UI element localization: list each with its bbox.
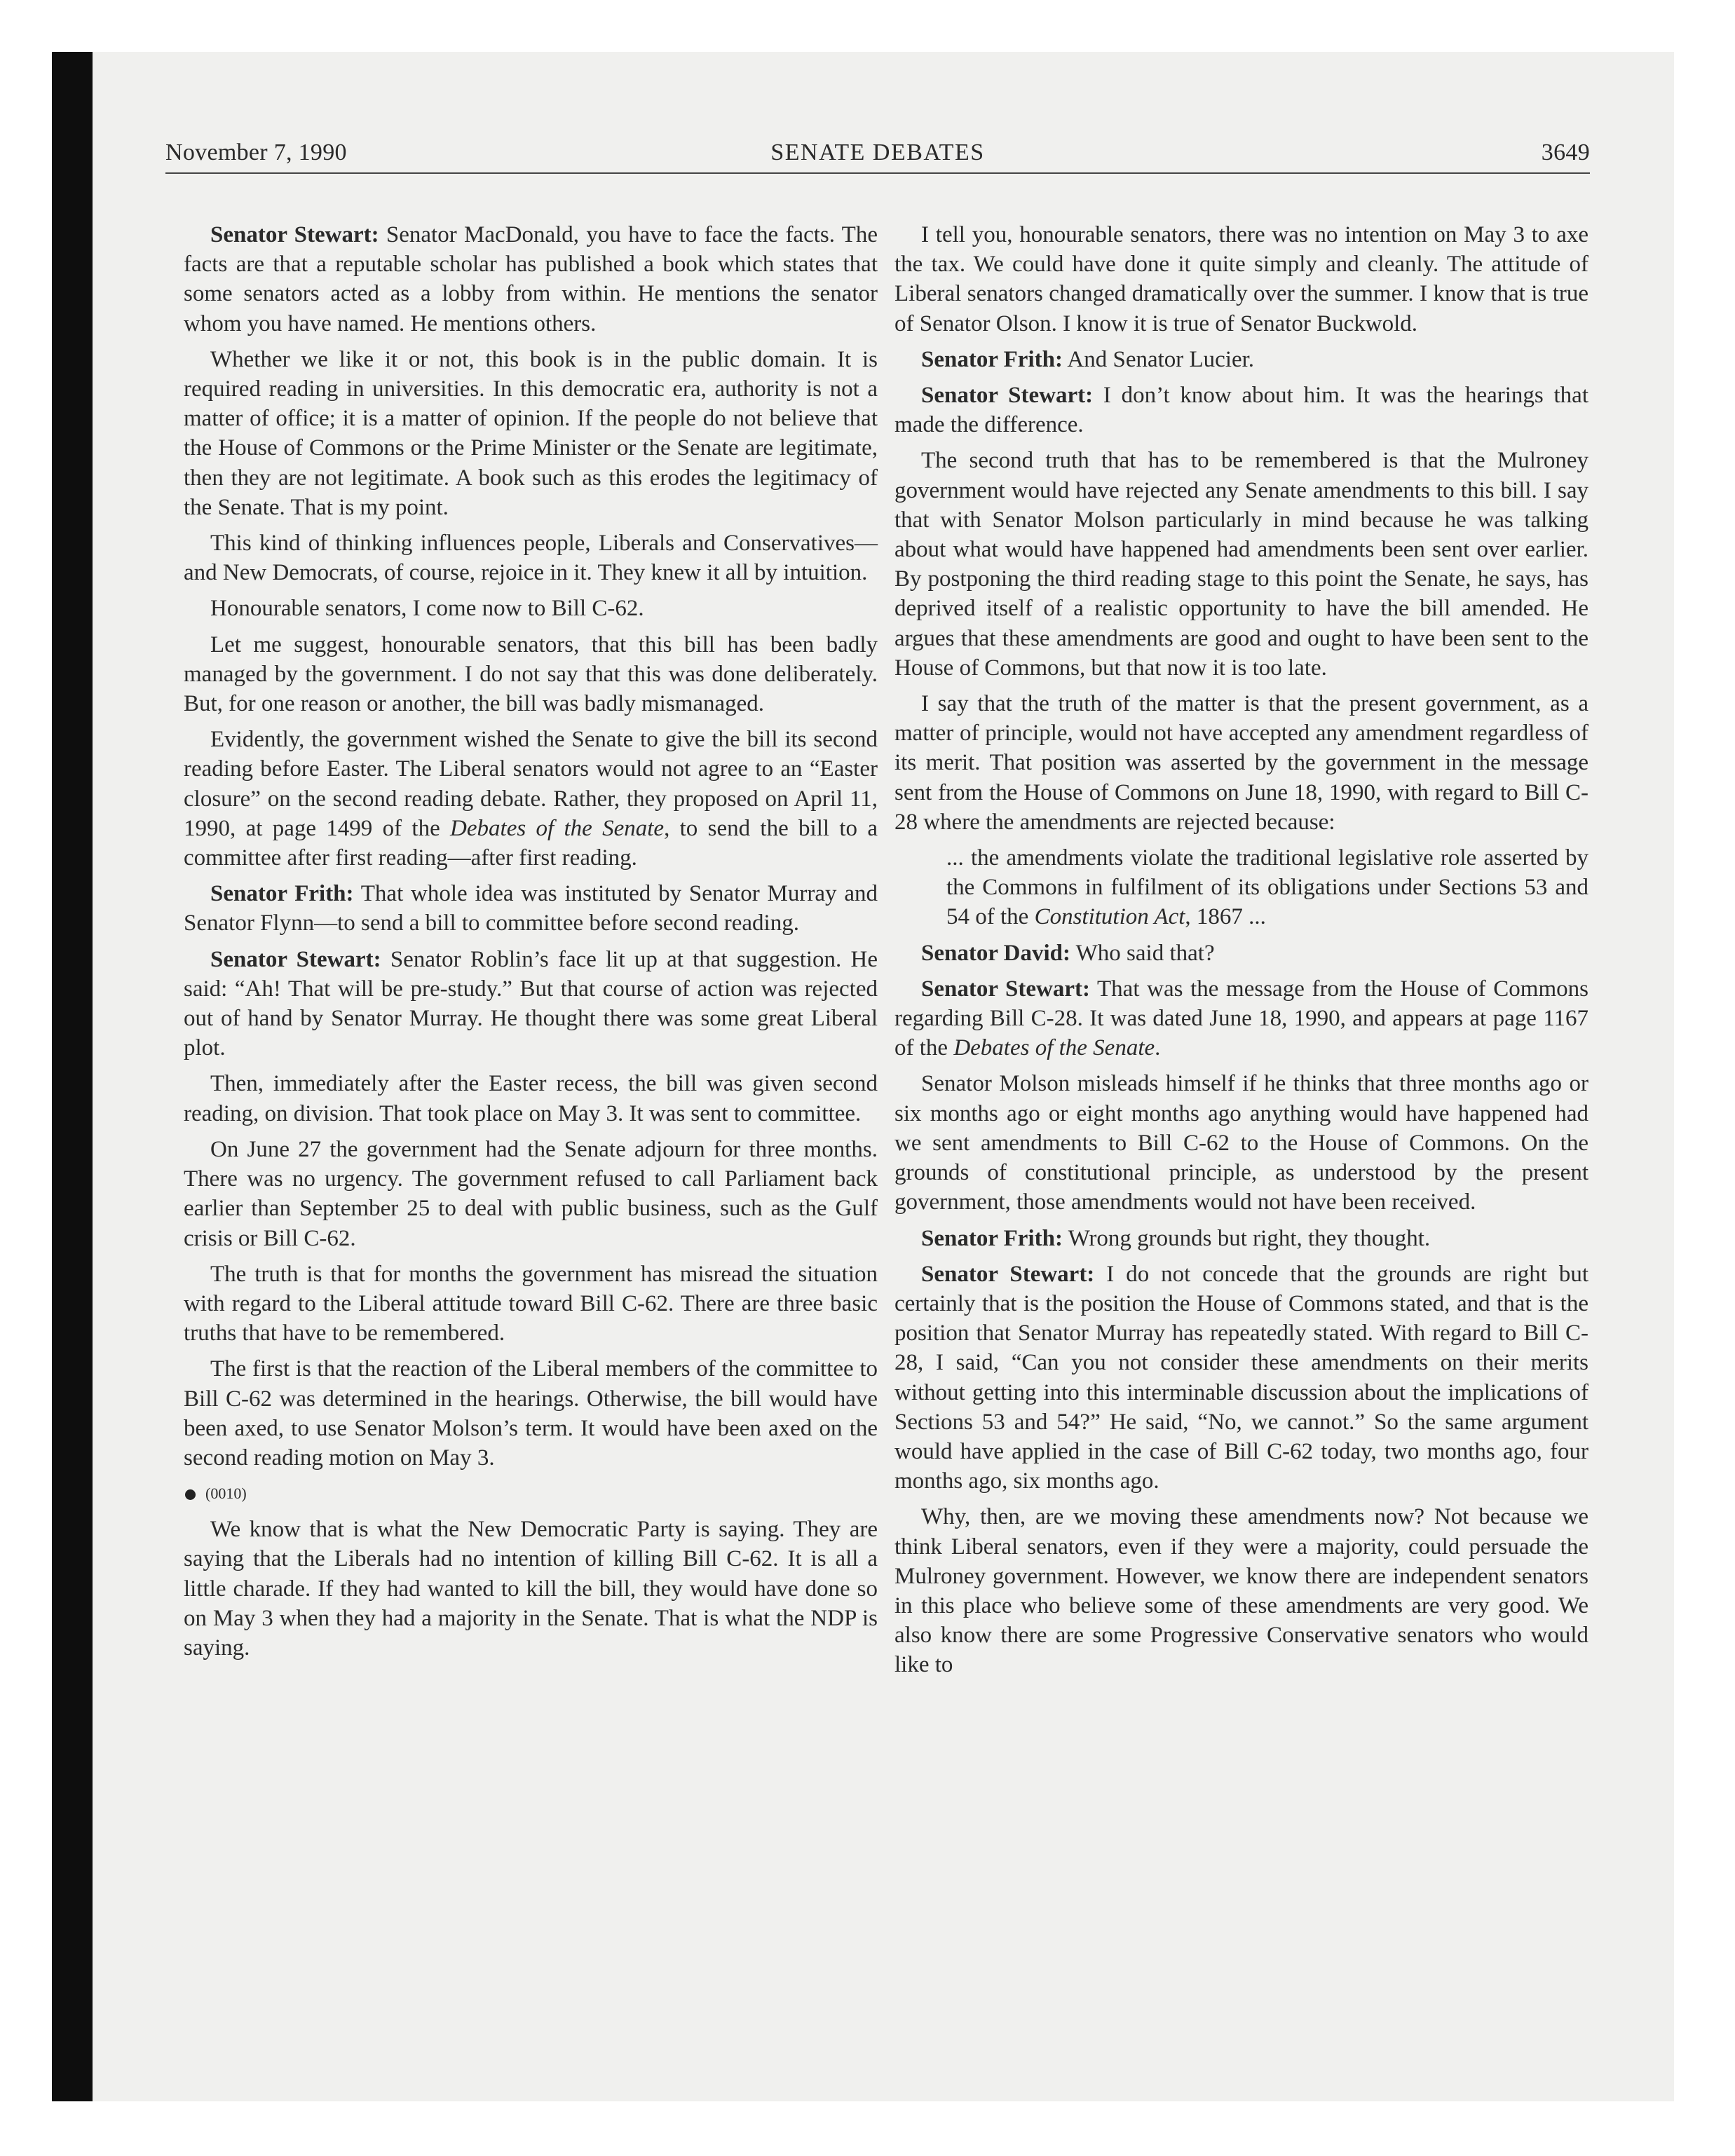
paragraph: I say that the truth of the matter is that the present government, as a matter of principle, would not have accepted any amendment regardless of its merit. That position was asserted by the government in the message sent from the House of Commons on June 18, 1990, with regard to Bill C-28 where the amendments are rejected because: <box>894 691 1588 835</box>
page-number: 3649 <box>1541 139 1590 165</box>
paragraph: Whether we like it or not, this book is in the public domain. It is required reading in universities. In this democratic era, authority is not a matter of office; it is a matter of opinion. If the people do not believe that the House of Commons or the Prime Minister or the Senate are legitimate, then they are not legitimate. A book such as this erodes the legitimacy of the Senate. That is my point. <box>184 346 878 520</box>
scan-binding-edge <box>52 52 93 2101</box>
paragraph: Let me suggest, honourable senators, that this bill has been badly managed by the government. I do not say that this was done deliberately. But, for one reason or another, the bill was badly mismanaged. <box>184 632 878 717</box>
paragraph: Senator Frith: Wrong grounds but right, they thought. <box>921 1225 1431 1251</box>
paragraph: This kind of thinking influences people, Liberals and Conservatives—and New Democrats, of course, rejoice in it. They knew it all by intuition. <box>184 531 878 586</box>
bullet-icon <box>185 1489 196 1500</box>
paragraph: Then, immediately after the Easter recess, the bill was given second reading, on division. That took place on May 3. It was sent to committee. <box>184 1071 878 1126</box>
time-marker: (0010) <box>184 1479 878 1508</box>
speaker-name: Senator Frith: <box>921 346 1063 372</box>
paragraph: The truth is that for months the government has misread the situation with regard to the Liberal attitude toward Bill C-62. There are three basic truths that have to be remembered. <box>184 1261 878 1346</box>
speaker-name: Senator Stewart: <box>210 946 381 972</box>
speaker-name: Senator Stewart: <box>921 383 1094 409</box>
paragraph: Senator Stewart: Senator Roblin’s face lit up at that suggestion. He said: “Ah! That will be pre-study.” But that course of action was rejected out of hand by Senator Murray. He thought there was some great Liberal plot. <box>184 946 878 1061</box>
paragraph: Senator Stewart: I don’t know about him. It was the hearings that made the difference. <box>894 383 1588 438</box>
paragraph: Senator Frith: And Senator Lucier. <box>921 346 1255 372</box>
right-column <box>894 220 1588 1686</box>
paragraph: On June 27 the government had the Senate adjourn for three months. There was no urgency. The government refused to call Parliament back earlier than September 25 to deal with public business, such as the Gulf crisis or Bill C-62. <box>184 1136 878 1251</box>
speaker-name: Senator Stewart: <box>921 976 1090 1002</box>
paragraph: Senator David: Who said that? <box>921 940 1215 966</box>
speaker-name: Senator Stewart: <box>210 222 379 247</box>
paragraph: Honourable senators, I come now to Bill C-62. <box>210 596 644 622</box>
left-column <box>184 220 878 1669</box>
paragraph: We know that is what the New Democratic Party is saying. They are saying that the Liberals had no intention of killing Bill C-62. It is all a little charade. If they had wanted to kill the bill, they would have done so on May 3 when they had a majority in the Senate. That is what the NDP is saying. <box>184 1517 878 1660</box>
header-date: November 7, 1990 <box>165 139 347 165</box>
header-rule <box>165 172 1590 174</box>
publication-title: SENATE DEBATES <box>770 139 985 165</box>
paragraph: Senator Stewart: I do not concede that the grounds are right but certainly that is the position the House of Commons stated, and that is the position that Senator Murray has repeatedly stated. With regard to Bill C-28, I said, “Can you not consider these amendments on their merits without getting into this interminable discussion about the implications of Sections 53 and 54?” He said, “No, we cannot.” So the same argument would have applied in the case of Bill C-62 today, two months ago, four months ago, six months ago. <box>894 1261 1588 1494</box>
paragraph: The first is that the reaction of the Liberal members of the committee to Bill C-62 was determined in the hearings. Otherwise, the bill would have been axed, to use Senator Molson’s term. It would have been axed on the second reading motion on May 3. <box>184 1356 878 1471</box>
speaker-name: Senator Frith: <box>921 1225 1063 1251</box>
paragraph: Senator Stewart: That was the message from the House of Commons regarding Bill C-28. It was dated June 18, 1990, and appears at page 1167 of the Debates of the Senate. <box>894 976 1588 1061</box>
paragraph: Why, then, are we moving these amendments now? Not because we think Liberal senators, even if they were a majority, could persuade the Mulroney government. However, we know there are independent senators in this place who believe some of these amendments are very good. We also know there are some Progressive Conservative senators who would like to <box>894 1504 1588 1678</box>
paragraph: Senator Stewart: Senator MacDonald, you have to face the facts. The facts are that a reputable scholar has published a book which states that some senators acted as a lobby from within. He mentions the senator whom you have named. He mentions others. <box>184 222 878 336</box>
block-quote: ... the amendments violate the traditional legislative role asserted by the Commons in fulfilment of its obligations under Sections 53 and 54 of the Constitution Act, 1867 ... <box>946 845 1588 930</box>
speaker-name: Senator Frith: <box>210 881 354 907</box>
speaker-name: Senator David: <box>921 940 1070 966</box>
paragraph: Senator Frith: That whole idea was instituted by Senator Murray and Senator Flynn—to send a bill to committee before second reading. <box>184 881 878 936</box>
speaker-name: Senator Stewart: <box>921 1261 1095 1287</box>
paragraph: The second truth that has to be remembered is that the Mulroney government would have rejected any Senate amendments to this bill. I say that with Senator Molson particularly in mind because he was talking about what would have happened had amendments been sent over earlier. By postponing the third reading stage to this point the Senate, he says, has deprived itself of a realistic opportunity to have the bill amended. He argues that these amendments are good and ought to have been sent to the House of Commons, but that now it is too late. <box>894 448 1588 681</box>
paragraph: I tell you, honourable senators, there was no intention on May 3 to axe the tax. We could have done it quite simply and cleanly. The attitude of Liberal senators changed dramatically over the summer. I know that is true of Senator Olson. I know it is true of Senator Buckwold. <box>894 222 1588 336</box>
paragraph: Senator Molson misleads himself if he thinks that three months ago or six months ago or eight months ago anything would have happened had we sent amendments to Bill C-62 to the House of Commons. On the grounds of constitutional principle, as understood by the present government, those amendments would not have been received. <box>894 1071 1588 1215</box>
paragraph: Evidently, the government wished the Senate to give the bill its second reading before Easter. The Liberal senators would not agree to an “Easter closure” on the second reading debate. Rather, they proposed on April 11, 1990, at page 1499 of the Debates of the Senate, to send the bill to a committee after first reading—after first reading. <box>184 727 878 871</box>
